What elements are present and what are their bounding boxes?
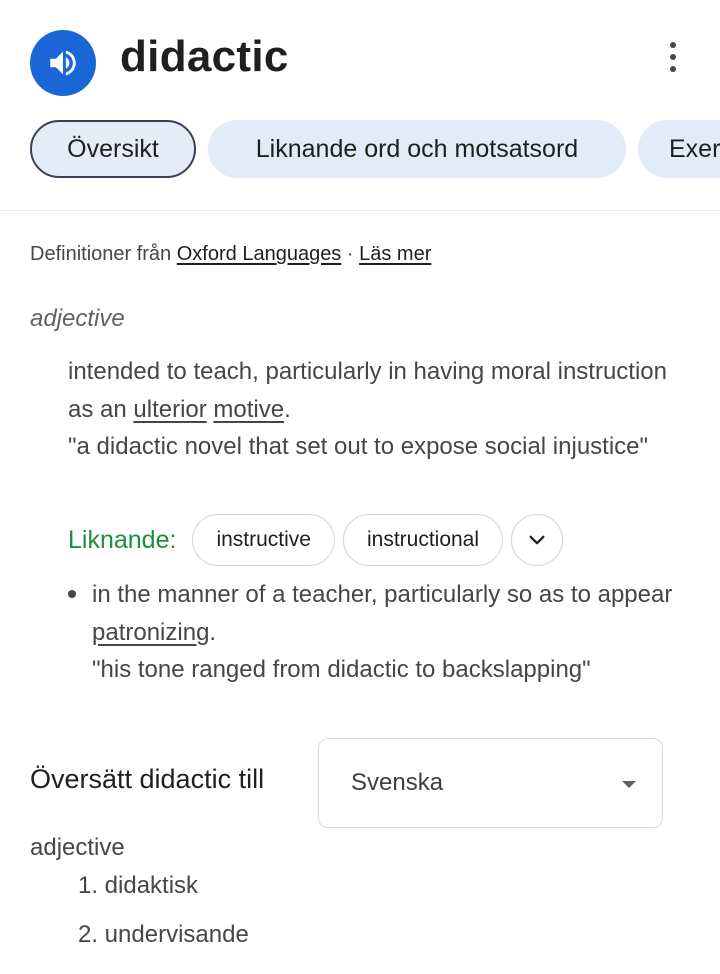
speaker-icon[interactable] <box>30 30 96 96</box>
divider <box>0 210 720 211</box>
language-select[interactable] <box>318 738 663 828</box>
translation-item: 1. didaktisk <box>78 872 199 899</box>
more-vert-icon[interactable] <box>660 38 686 76</box>
definition-1-text: intended to teach, particularly in having moral instruction as an <box>68 358 667 423</box>
chevron-down-icon[interactable] <box>511 514 563 566</box>
definition-2-text: in the manner of a teacher, particularly so as to appear <box>92 581 673 608</box>
definition-1 <box>68 353 668 466</box>
synonym-chip-instructional[interactable]: instructional <box>343 514 503 566</box>
source-prefix: Definitioner från <box>30 243 172 265</box>
tab-examples[interactable]: Exer <box>638 120 720 178</box>
source-line <box>30 243 431 266</box>
part-of-speech: adjective <box>30 305 125 332</box>
definition-2-example: "his tone ranged from didactic to backslapping" <box>92 656 591 683</box>
patronizing-link[interactable]: patronizing <box>92 618 210 646</box>
header <box>0 0 720 118</box>
motive-link[interactable]: motive <box>213 395 285 423</box>
translation-part-of-speech: adjective <box>30 834 125 861</box>
synonyms-row <box>68 514 563 566</box>
headword: didactic <box>120 32 289 81</box>
definition-2-end: . <box>209 618 217 646</box>
translation-list <box>78 870 249 968</box>
synonym-chip-instructive[interactable]: instructive <box>192 514 335 566</box>
definition-2 <box>68 576 688 689</box>
dropdown-arrow-icon <box>622 781 636 788</box>
ulterior-link[interactable]: ulterior <box>133 395 207 423</box>
tab-oversikt[interactable]: Översikt <box>30 120 196 178</box>
bullet-icon <box>68 590 76 598</box>
translate-label: Översätt didactic till <box>30 764 265 794</box>
language-select-value: Svenska <box>351 769 444 796</box>
tab-similar-words[interactable]: Liknande ord och motsatsord <box>208 120 626 178</box>
translation-item: 2. undervisande <box>78 921 249 948</box>
tab-bar <box>0 120 720 180</box>
read-more-link[interactable]: Läs mer <box>359 243 432 265</box>
oxford-languages-link[interactable]: Oxford Languages <box>176 243 342 265</box>
source-separator: · <box>346 243 354 265</box>
synonyms-label: Liknande: <box>68 525 177 554</box>
definition-1-example: "a didactic novel that set out to expose social injustice" <box>68 433 649 460</box>
definition-1-end: . <box>284 395 291 423</box>
